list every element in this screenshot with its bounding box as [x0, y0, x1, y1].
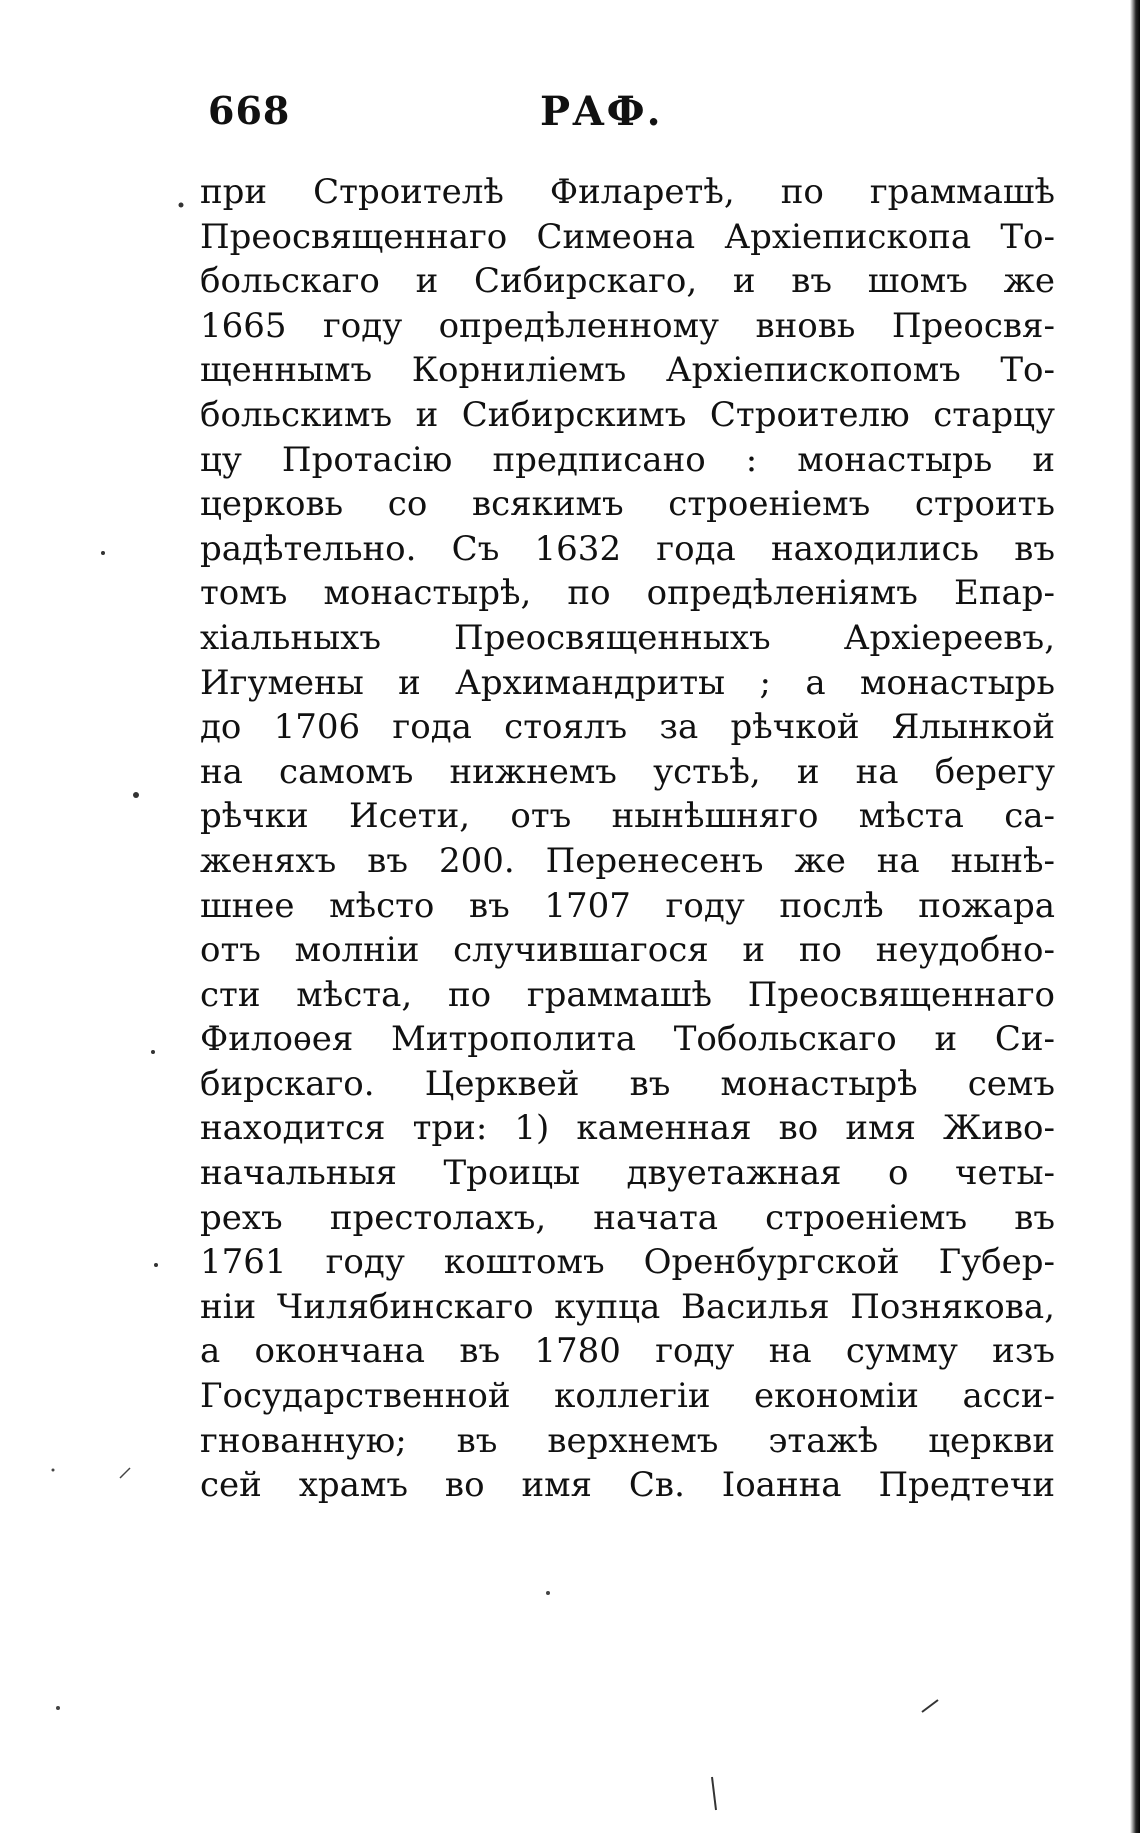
text-line: а окончана въ 1780 году на сумму изъ — [200, 1331, 1055, 1372]
page-header — [200, 88, 800, 148]
text-line: Государственной коллегіи економіи асси- — [200, 1376, 1055, 1417]
text-line: гнованную; въ верхнемъ этажѣ церкви — [200, 1420, 1055, 1461]
text-line: начальныя Троицы двуетажная о четы- — [200, 1153, 1055, 1194]
scan-speck — [52, 1469, 55, 1472]
text-line: до 1706 года стоялъ за рѣчкой Ялынкой — [200, 707, 1055, 748]
text-line: женяхъ въ 200. Перенесенъ же на нынѣ- — [200, 840, 1055, 881]
text-line: рѣчки Исети, отъ нынѣшняго мѣста са- — [200, 796, 1055, 837]
scan-edge — [1130, 0, 1140, 1833]
text-line: больскимъ и Сибирскимъ Строителю старцу — [200, 394, 1055, 435]
text-line: цу Протасію предписано : монастырь и — [200, 439, 1055, 480]
text-line: больскаго и Сибирскаго, и въ шомъ же — [200, 261, 1055, 302]
text-line: рехъ престолахъ, начата строеніемъ въ — [200, 1197, 1055, 1238]
text-line: 1665 году опредѣленному вновь Преосвя- — [200, 305, 1055, 346]
scan-mark — [922, 1700, 938, 1712]
text-line: бирскаго. Церквей въ монастырѣ семъ — [200, 1063, 1055, 1104]
text-line: находится три: 1) каменная во имя Живо- — [200, 1108, 1055, 1149]
text-line: на самомъ нижнемъ устьѣ, и на берегу — [200, 751, 1055, 792]
text-line: Игумены и Архимандриты ; а монастырь — [200, 662, 1055, 703]
text-line: сей храмъ во имя Св. Іоанна Предтечи — [200, 1465, 1055, 1506]
scan-mark — [712, 1777, 716, 1810]
text-line: при Строителѣ Филаретѣ, по граммашѣ — [200, 172, 1055, 212]
page-number: 668 — [208, 88, 291, 133]
body-text — [200, 170, 1055, 1508]
text-line: отъ молніи случившагося и по неудобно- — [200, 930, 1055, 971]
text-line: 1761 году коштомъ Оренбургской Губер- — [200, 1242, 1055, 1283]
text-line: радѣтельно. Съ 1632 года находились въ — [200, 528, 1055, 569]
scan-speck — [179, 203, 184, 208]
text-line: Преосвященнаго Симеона Архіепископа То- — [200, 216, 1055, 257]
scan-speck — [154, 1263, 158, 1267]
text-line: ніи Чилябинскаго купца Василья Познякова, — [200, 1286, 1055, 1327]
scan-speck — [133, 792, 139, 798]
running-head: РАФ. — [540, 88, 663, 135]
scan-speck — [151, 1050, 155, 1054]
text-line: шнее мѣсто въ 1707 году послѣ пожара — [200, 885, 1055, 926]
text-line: церковь со всякимъ строеніемъ строить — [200, 484, 1055, 525]
text-line: хіальныхъ Преосвященныхъ Архіереевъ, — [200, 617, 1055, 658]
text-line: сти мѣста, по граммашѣ Преосвященнаго — [200, 974, 1055, 1015]
text-line: томъ монастырѣ, по опредѣленіямъ Епар- — [200, 573, 1055, 614]
scan-speck — [101, 551, 105, 555]
scan-speck — [56, 1706, 60, 1710]
text-line: щеннымъ Корниліемъ Архіепископомъ То- — [200, 350, 1055, 391]
scan-mark — [120, 1468, 130, 1478]
text-line: Филоѳея Митрополита Тобольскаго и Си- — [200, 1019, 1055, 1060]
scan-speck — [546, 1591, 550, 1595]
